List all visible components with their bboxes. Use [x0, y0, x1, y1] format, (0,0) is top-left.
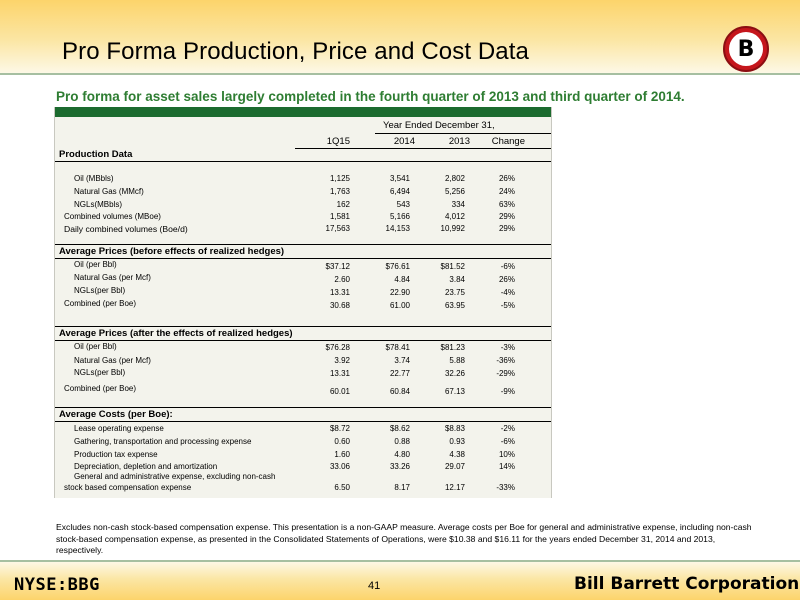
cell: 0.60 — [334, 437, 350, 446]
cell: 26% — [498, 174, 515, 183]
footnote: Excludes non-cash stock-based compensation expense. This presentation is a non-GAAP measure. Average costs per Boe for general and administrative expense, including non-cash stock-based compensation expense, as presented in the Consolidated Statements of Operations, were $10.38 and $16.11 for the years ended December 31, 2014 and 2013, respectively. — [56, 522, 752, 555]
cell: 0.93 — [449, 437, 465, 446]
cell: $76.61 — [385, 262, 410, 271]
cell: 12.17 — [444, 483, 465, 492]
cell: 4.80 — [394, 450, 410, 459]
cell: 1,763 — [329, 187, 350, 196]
cell: 6,494 — [389, 187, 410, 196]
cell: 26% — [498, 275, 515, 284]
logo-letter: B — [729, 32, 763, 66]
cell: 24% — [498, 187, 515, 196]
col-header-change: Change — [491, 136, 525, 147]
cell: 1,581 — [329, 212, 350, 221]
row-label: General and administrative expense, excluding non-cash — [74, 472, 276, 481]
cell: 3,541 — [389, 174, 410, 183]
section-divider — [55, 258, 551, 259]
col-header-2014: 2014 — [393, 136, 415, 147]
row-label: Combined (per Boe) — [64, 384, 137, 393]
cell: 32.26 — [444, 369, 465, 378]
cell: 2.60 — [334, 275, 350, 284]
row-label: NGLs(per Bbl) — [74, 368, 126, 377]
slide-title: Pro Forma Production, Price and Cost Data — [62, 38, 529, 65]
cell: 2,802 — [444, 174, 465, 183]
row-label: Oil (per Bbl) — [74, 342, 117, 351]
cell: 61.00 — [389, 301, 410, 310]
cell: 3.74 — [394, 356, 410, 365]
cell: 1.60 — [334, 450, 350, 459]
cell: 22.77 — [389, 369, 410, 378]
cell: $8.72 — [329, 424, 350, 433]
slide-subtitle: Pro forma for asset sales largely completed in the fourth quarter of 2013 and third quarter of 2014. — [56, 89, 685, 104]
cell: 5.88 — [449, 356, 465, 365]
stock-ticker: NYSE:BBG — [14, 575, 100, 595]
cell: -6% — [500, 437, 515, 446]
row-label: Oil (MBbls) — [74, 174, 114, 183]
cell: -2% — [500, 424, 515, 433]
cell: -3% — [500, 343, 515, 352]
cell: -9% — [500, 387, 515, 396]
section-divider — [55, 340, 551, 341]
cell: 13.31 — [329, 288, 350, 297]
section-title-average-costs: Average Costs (per Boe): — [59, 409, 173, 420]
cell: 29.07 — [444, 462, 465, 471]
cell: $37.12 — [325, 262, 350, 271]
section-title-production: Production Data — [59, 149, 133, 160]
cell: 29% — [498, 212, 515, 221]
row-label: Natural Gas (per Mcf) — [74, 356, 151, 365]
cell: 1,125 — [329, 174, 350, 183]
cell: 30.68 — [329, 301, 350, 310]
cell: 10,992 — [440, 224, 465, 233]
cell: 4.38 — [449, 450, 465, 459]
col-header-underline — [295, 148, 551, 149]
company-name: Bill Barrett Corporation — [574, 574, 800, 594]
cell: 63.95 — [444, 301, 465, 310]
cell: 334 — [451, 200, 465, 209]
cell: 10% — [498, 450, 515, 459]
cell: 4,012 — [444, 212, 465, 221]
row-label: Natural Gas (per Mcf) — [74, 273, 151, 282]
cell: 23.75 — [444, 288, 465, 297]
section-divider — [55, 421, 551, 422]
cell: 67.13 — [444, 387, 465, 396]
row-label: NGLs(per Bbl) — [74, 286, 126, 295]
cell: -6% — [500, 262, 515, 271]
row-label: Oil (per Bbl) — [74, 260, 117, 269]
cell: 60.84 — [389, 387, 410, 396]
row-label: NGLs(MBbls) — [74, 200, 123, 209]
company-logo — [723, 26, 769, 72]
cell: 5,256 — [444, 187, 465, 196]
cell: -5% — [500, 301, 515, 310]
cell: $81.23 — [440, 343, 465, 352]
section-divider — [55, 161, 551, 162]
row-label: Combined volumes (MBoe) — [64, 212, 161, 221]
cell: 3.92 — [334, 356, 350, 365]
cell: 8.17 — [394, 483, 410, 492]
row-label: Natural Gas (MMcf) — [74, 187, 144, 196]
cell: 162 — [336, 200, 350, 209]
cell: -36% — [496, 356, 515, 365]
cell: $81.52 — [440, 262, 465, 271]
cell: 60.01 — [329, 387, 350, 396]
cell: 22.90 — [389, 288, 410, 297]
row-label: Lease operating expense — [74, 424, 164, 433]
header-group: Year Ended December 31, — [383, 120, 495, 131]
cell: 29% — [498, 224, 515, 233]
table-top-bar — [55, 107, 551, 117]
cell: $78.41 — [385, 343, 410, 352]
row-label: Gathering, transportation and processing expense — [74, 437, 252, 446]
cell: 33.26 — [389, 462, 410, 471]
cell: 13.31 — [329, 369, 350, 378]
cell: $8.62 — [389, 424, 410, 433]
row-label: Depreciation, depletion and amortization — [74, 462, 218, 471]
cell: 0.88 — [394, 437, 410, 446]
cell: -29% — [496, 369, 515, 378]
col-header-1q15: 1Q15 — [326, 136, 350, 147]
section-title-prices-after-hedges: Average Prices (after the effects of realized hedges) — [59, 328, 293, 339]
row-label: Production tax expense — [74, 450, 158, 459]
cell: $76.28 — [325, 343, 350, 352]
cell: 17,563 — [325, 224, 350, 233]
cell: 4.84 — [394, 275, 410, 284]
row-label: Combined (per Boe) — [64, 299, 137, 308]
cell: 14% — [498, 462, 515, 471]
page-number: 41 — [368, 580, 381, 592]
cell: $8.83 — [444, 424, 465, 433]
cell: 33.06 — [329, 462, 350, 471]
cell: -33% — [496, 483, 515, 492]
cell: 14,153 — [385, 224, 410, 233]
cell: -4% — [500, 288, 515, 297]
cell: 5,166 — [389, 212, 410, 221]
data-table — [54, 107, 552, 498]
header-group-underline — [375, 133, 551, 134]
section-divider — [55, 326, 551, 327]
cell: 63% — [498, 200, 515, 209]
section-title-prices-before-hedges: Average Prices (before effects of realized hedges) — [59, 246, 285, 257]
row-label: stock based compensation expense — [64, 483, 192, 492]
section-divider — [55, 407, 551, 408]
cell: 6.50 — [334, 483, 350, 492]
col-header-2013: 2013 — [448, 136, 470, 147]
cell: 543 — [396, 200, 410, 209]
cell: 3.84 — [449, 275, 465, 284]
row-label: Daily combined volumes (Boe/d) — [64, 224, 188, 234]
section-divider — [55, 244, 551, 245]
